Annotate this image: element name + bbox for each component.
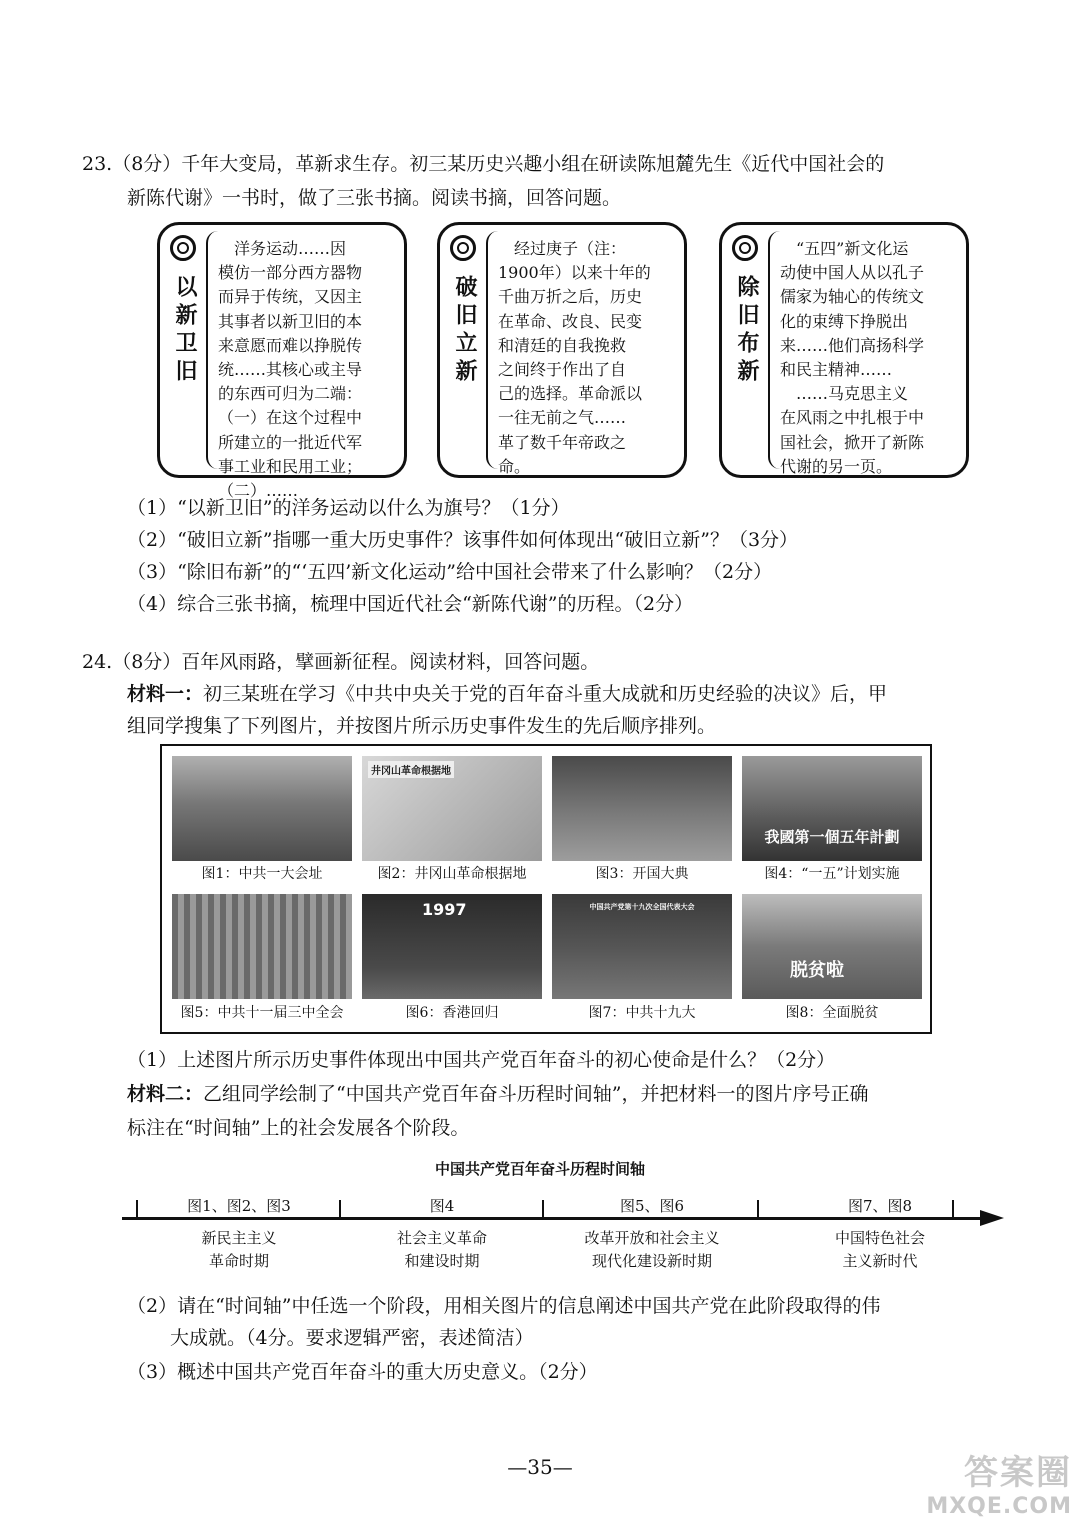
q23-sub3: （3）“除旧布新”的“‘五四’新文化运动”给中国社会带来了什么影响？（2分） bbox=[127, 561, 773, 583]
stage-name-line: 社会主义革命 bbox=[396, 1229, 487, 1247]
card-side-title: 破旧立新 bbox=[452, 275, 477, 387]
photo-caption: 图3：开国大典 bbox=[595, 866, 689, 882]
photo-caption: 图1：中共一大会址 bbox=[201, 866, 323, 882]
year-label: 1997 bbox=[422, 900, 467, 919]
stage-name bbox=[342, 1227, 542, 1273]
watermark-logo: 答案圈 bbox=[964, 1453, 1072, 1493]
photo-3 bbox=[552, 756, 732, 861]
plan-title: 我國第一個五年計劃 bbox=[764, 828, 900, 846]
excerpt-card-1 bbox=[157, 222, 407, 501]
stage-figures: 图4 bbox=[429, 1197, 455, 1215]
stage-figures: 图1、图2、图3 bbox=[187, 1197, 291, 1215]
stage-name-line: 改革开放和社会主义 bbox=[584, 1229, 720, 1247]
card-text: 洋务运动……因 模仿一部分西方器物 而异于传统，又因主 其事者以新卫旧的本 来意愿而难以挣脱传 统……其核心或主导 的东西可归为二端： （一）在这个过程中 所建立的一批近代军 事工业和民用工业； （二）…… bbox=[218, 239, 363, 501]
q24-line1: 24.（8分）百年风雨路，擘画新征程。阅读材料，回答问题。 bbox=[82, 651, 600, 673]
photo-tone bbox=[172, 756, 352, 861]
photo-tone bbox=[172, 894, 352, 999]
excerpt-card-3 bbox=[719, 222, 969, 478]
material1-text: 初三某班在学习《中共中央关于党的百年奋斗重大成就和历史经验的决议》后，甲 bbox=[203, 683, 888, 705]
q24-material2-line2: 标注在“时间轴”上的社会发展各个阶段。 bbox=[127, 1117, 470, 1139]
timeline-tick bbox=[542, 1200, 544, 1220]
card-text: 经过庚子（注： 1900年）以来十年的 千曲万折之后，历史 在革命、改良、民变 和清廷的自我挽救 之间终于作出了自 己的选择。革命派以 一往无前之气…… 革了数千年帝政之 命。 bbox=[498, 239, 651, 476]
q24-sub2-line2: 大成就。（4分。要求逻辑严密，表述简洁） bbox=[170, 1327, 534, 1349]
stage-name-line: 现代化建设新时期 bbox=[591, 1252, 712, 1270]
arrow-right-icon bbox=[980, 1210, 1004, 1226]
material1-label: 材料一： bbox=[127, 683, 204, 705]
photo-caption: 图6：香港回归 bbox=[405, 1005, 499, 1021]
photo-tone bbox=[552, 756, 732, 861]
stage-name bbox=[552, 1227, 752, 1273]
material2-text: 乙组同学绘制了“中国共产党百年奋斗历程时间轴”，并把材料一的图片序号正确 bbox=[203, 1083, 869, 1105]
photo-caption: 图2：井冈山革命根据地 bbox=[377, 866, 527, 882]
card-spine bbox=[486, 231, 498, 469]
timeline-tick bbox=[136, 1200, 138, 1220]
q24-sub3: （3）概述中国共产党百年奋斗的重大历史意义。（2分） bbox=[127, 1361, 598, 1383]
stage-name-line: 中国特色社会 bbox=[834, 1229, 925, 1247]
material2-label: 材料二： bbox=[127, 1083, 204, 1105]
photo-8 bbox=[742, 894, 922, 999]
photo-2 bbox=[362, 756, 542, 861]
photo-4 bbox=[742, 756, 922, 861]
excerpt-card-2 bbox=[437, 222, 687, 478]
stage-name-line: 主义新时代 bbox=[842, 1252, 918, 1270]
card-text: “五四”新文化运 动使中国人从以孔子 儒家为轴心的传统文 化的束缚下挣脱出 来……他们高扬科学 和民主精神…… ……马克思主义 在风雨之中扎根于中 国社会，掀开了新陈 代谢的另一页。 bbox=[780, 239, 925, 476]
q23-sub2: （2）“破旧立新”指哪一重大历史事件？该事件如何体现出“破旧立新”？（3分） bbox=[127, 529, 799, 551]
photo-caption: 图7：中共十九大 bbox=[588, 1005, 696, 1021]
q24-material1-line1 bbox=[127, 680, 887, 708]
photo-grid bbox=[160, 744, 932, 1034]
stage-figures: 图5、图6 bbox=[619, 1197, 685, 1215]
stage-name bbox=[780, 1227, 980, 1273]
binder-ring-icon bbox=[170, 235, 196, 261]
stage-figures: 图7、图8 bbox=[847, 1197, 913, 1215]
binder-ring-icon bbox=[450, 235, 476, 261]
q23-line2: 新陈代谢》一书时，做了三张书摘。阅读书摘，回答问题。 bbox=[127, 187, 622, 209]
card-side-title: 除旧布新 bbox=[734, 275, 759, 387]
q23-sub4: （4）综合三张书摘，梳理中国近代社会“新陈代谢”的历程。（2分） bbox=[127, 593, 694, 615]
photo-tone bbox=[742, 894, 922, 999]
photo-7 bbox=[552, 894, 732, 999]
watermark-url: MXQE.COM bbox=[926, 1494, 1072, 1519]
card-spine bbox=[206, 231, 218, 469]
q24-material2-line1 bbox=[127, 1080, 868, 1108]
timeline-axis bbox=[122, 1217, 982, 1220]
photo-5 bbox=[172, 894, 352, 999]
photo-6 bbox=[362, 894, 542, 999]
stage-name-line: 革命时期 bbox=[208, 1252, 269, 1270]
stage-name-line: 新民主主义 bbox=[201, 1229, 277, 1247]
congress-banner: 中国共产党第十九次全国代表大会 bbox=[589, 903, 695, 911]
page-number: —35— bbox=[507, 1455, 573, 1479]
card-spine bbox=[768, 231, 780, 469]
card-side-title: 以新卫旧 bbox=[172, 275, 197, 387]
photo-caption: 图5：中共十一届三中全会 bbox=[180, 1005, 344, 1021]
q24-material1-line2: 组同学搜集了下列图片，并按图片所示历史事件发生的先后顺序排列。 bbox=[127, 715, 717, 737]
stage-name-line: 和建设时期 bbox=[404, 1252, 480, 1270]
q24-sub2-line1: （2）请在“时间轴”中任选一个阶段，用相关图片的信息阐述中国共产党在此阶段取得的伟 bbox=[127, 1295, 881, 1317]
photo-caption: 图8：全面脱贫 bbox=[785, 1005, 879, 1021]
stage-name bbox=[139, 1227, 339, 1273]
poverty-banner: 脱贫啦 bbox=[790, 960, 844, 981]
timeline-tick bbox=[339, 1200, 341, 1220]
photo-caption: 图4：“一五”计划实施 bbox=[764, 866, 900, 882]
binder-ring-icon bbox=[732, 235, 758, 261]
q24-sub1: （1）上述图片所示历史事件体现出中国共产党百年奋斗的初心使命是什么？（2分） bbox=[127, 1049, 836, 1071]
site-watermark bbox=[902, 1445, 1072, 1519]
photo-1 bbox=[172, 756, 352, 861]
timeline-tick bbox=[757, 1200, 759, 1220]
q23-line1: 23.（8分）千年大变局，革新求生存。初三某历史兴趣小组在研读陈旭麓先生《近代中国社会的 bbox=[82, 153, 885, 175]
q23-sub1: （1）“以新卫旧”的洋务运动以什么为旗号？（1分） bbox=[127, 497, 570, 519]
timeline-title: 中国共产党百年奋斗历程时间轴 bbox=[434, 1160, 645, 1178]
map-label: 井冈山革命根据地 bbox=[368, 761, 454, 778]
